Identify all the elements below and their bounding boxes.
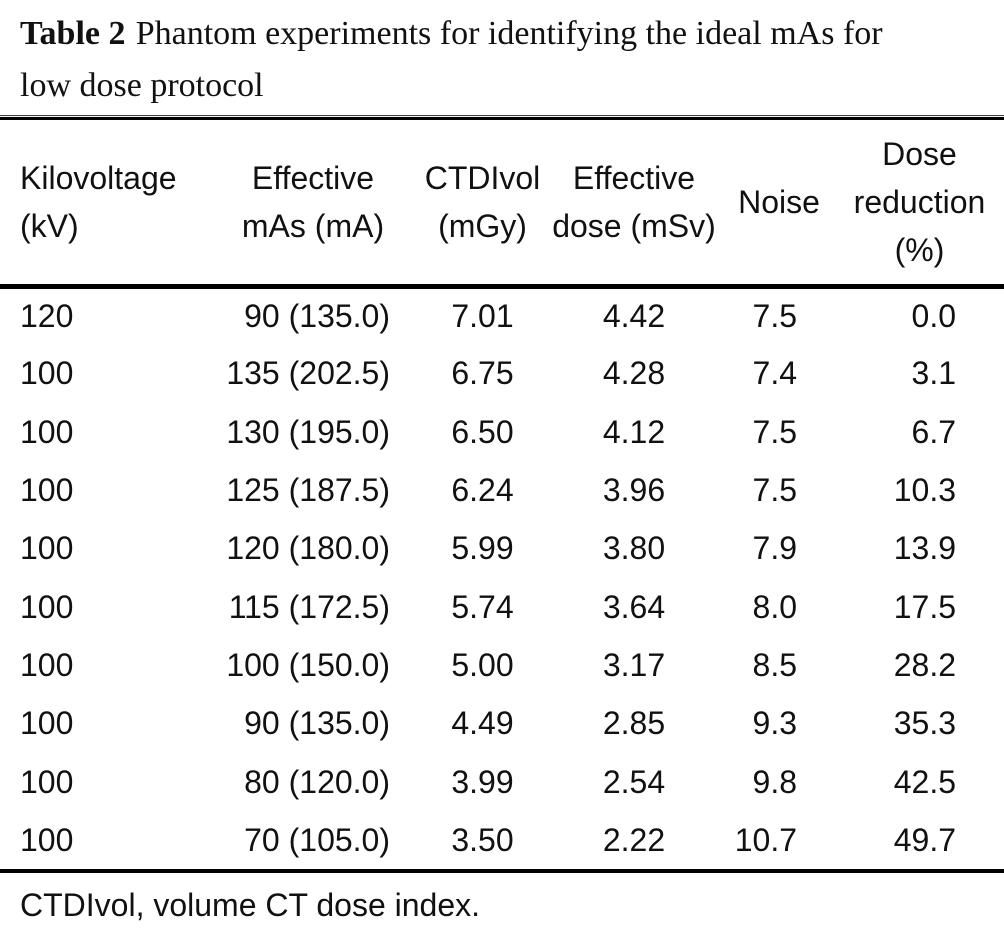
caption-text: Phantom experiments for identifying the ideal mAs for: [135, 15, 883, 52]
header-line: CTDIvol: [424, 160, 541, 196]
table-cell: 3.17: [602, 646, 666, 683]
table-cell: 5.00: [451, 646, 514, 683]
table-cell: 10.7: [734, 821, 797, 858]
table-cell: 120: [20, 298, 74, 335]
table-cell: 10.3: [893, 472, 956, 509]
table-cell: 2.85: [602, 705, 666, 742]
header-row: [0, 120, 1004, 287]
table-cell: 3.96: [602, 472, 666, 509]
table-cell: 28.2: [893, 646, 956, 683]
table-number: Table 2: [20, 15, 126, 52]
table-cell: 100: [20, 472, 74, 509]
table-cell: 42.5: [893, 763, 956, 800]
table-cell: 13.9: [893, 530, 956, 567]
table-cell: 3.80: [602, 530, 666, 567]
table-cell: 90 (135.0): [244, 298, 390, 335]
table-cell: 5.99: [451, 530, 514, 567]
table-row: [0, 520, 1004, 578]
table-cell: 70 (105.0): [244, 821, 390, 858]
table-cell: 7.9: [752, 530, 797, 567]
table-row: [0, 578, 1004, 636]
table-cell: 0.0: [911, 298, 956, 335]
table-cell: 3.64: [602, 588, 666, 625]
table-cell: 17.5: [893, 588, 956, 625]
column-header-ctdivol: [420, 120, 545, 287]
table-cell: 8.5: [752, 646, 797, 683]
table-cell: 100: [20, 413, 74, 450]
table-cell: 100: [20, 705, 74, 742]
table-cell: 3.99: [451, 763, 514, 800]
header-line: Effective: [251, 160, 375, 196]
table-row: [0, 695, 1004, 753]
header-line: Dose: [882, 136, 957, 172]
header-line: Noise: [738, 184, 820, 220]
table-cell: 7.5: [752, 472, 797, 509]
table-row: [0, 345, 1004, 403]
table-row: [0, 811, 1004, 869]
header-line: (kV): [20, 208, 79, 244]
table-footnote: CTDIvol, volume CT dose index.: [20, 887, 481, 924]
data-table: [0, 120, 1004, 869]
column-header-effective-dose: [545, 120, 723, 287]
header-line: mAs (mA): [241, 208, 385, 244]
table-cell: 7.5: [752, 413, 797, 450]
header-line: (%): [894, 232, 945, 268]
table-cell: 120 (180.0): [226, 530, 390, 567]
column-header-effective-mas: [206, 120, 420, 287]
caption-line-1: [20, 8, 984, 60]
table-cell: 130 (195.0): [226, 413, 390, 450]
table-cell: 9.8: [752, 763, 797, 800]
table-row: [0, 636, 1004, 694]
table-cell: 8.0: [752, 588, 797, 625]
table-cell: 49.7: [893, 821, 956, 858]
table-cell: 100: [20, 646, 74, 683]
table-cell: 100 (150.0): [226, 646, 390, 683]
table-cell: 90 (135.0): [244, 705, 390, 742]
column-header-noise: [723, 120, 835, 287]
table-cell: 100: [20, 763, 74, 800]
table-cell: 4.12: [602, 413, 666, 450]
table-cell: 7.5: [752, 298, 797, 335]
table-cell: 6.50: [451, 413, 514, 450]
table-cell: 4.49: [451, 705, 514, 742]
table-cell: 4.42: [602, 298, 666, 335]
table-row: [0, 461, 1004, 519]
table-row: [0, 753, 1004, 811]
table-body: [0, 287, 1004, 870]
table-cell: 7.4: [752, 355, 797, 392]
table-cell: 6.7: [911, 413, 956, 450]
table-cell: 2.22: [602, 821, 666, 858]
header-line: dose (mSv): [552, 208, 716, 244]
table-cell: 6.75: [451, 355, 514, 392]
column-header-dose-reduction: [835, 120, 1004, 287]
table-cell: 100: [20, 530, 74, 567]
header-line: (mGy): [438, 208, 527, 244]
table-row: [0, 403, 1004, 461]
table-cell: 3.50: [451, 821, 514, 858]
table-cell: 80 (120.0): [244, 763, 390, 800]
column-header-kilovoltage: [0, 120, 206, 287]
table-cell: 135 (202.5): [226, 355, 390, 392]
table-cell: 100: [20, 821, 74, 858]
table-cell: 6.24: [451, 472, 514, 509]
table-cell: 9.3: [752, 705, 797, 742]
table-cell: 100: [20, 355, 74, 392]
caption-line-2: low dose protocol: [20, 67, 264, 104]
table-caption: [0, 0, 1004, 112]
table-head: [0, 120, 1004, 287]
table-cell: 115 (172.5): [228, 588, 390, 625]
table-cell: 7.01: [451, 298, 514, 335]
table-cell: 35.3: [893, 705, 956, 742]
table-cell: 100: [20, 588, 74, 625]
table-cell: 3.1: [911, 355, 956, 392]
table-cell: 125 (187.5): [226, 472, 390, 509]
table-cell: 4.28: [602, 355, 666, 392]
table-cell: 2.54: [602, 763, 666, 800]
header-line: Kilovoltage: [20, 160, 177, 196]
table-cell: 5.74: [451, 588, 514, 625]
header-line: reduction: [853, 184, 986, 220]
header-line: Effective: [572, 160, 696, 196]
table-row: [0, 287, 1004, 345]
